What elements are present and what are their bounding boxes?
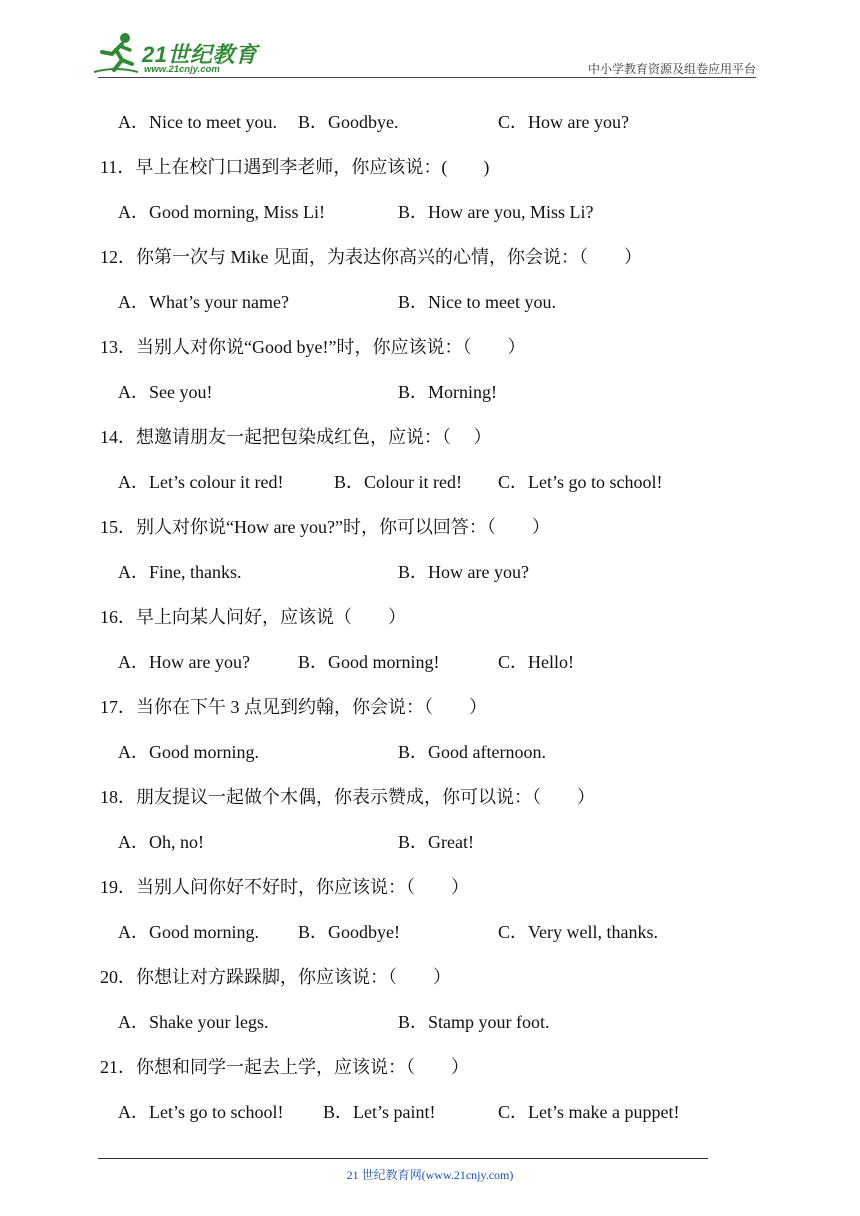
option-b: B．Nice to meet you. <box>398 292 556 312</box>
option-a: A．See you! <box>118 382 213 402</box>
option-a: A．Good morning. <box>118 922 259 942</box>
option-a: A．Oh, no! <box>118 832 204 852</box>
option-b: B．Let’s paint! <box>323 1102 436 1122</box>
option-b: B．Good afternoon. <box>398 742 546 762</box>
runner-logo-icon <box>92 30 140 76</box>
option-b: B．Goodbye. <box>298 112 399 132</box>
option-a: A．Good morning. <box>118 742 259 762</box>
option-b: B．Colour it red! <box>334 472 462 492</box>
question-12: 12．你第一次与 Mike 见面，为表达你高兴的心情，你会说：（ ） <box>100 247 642 267</box>
option-b: B．How are you, Miss Li? <box>398 202 594 222</box>
option-b: B．Great! <box>398 832 474 852</box>
question-11: 11．早上在校门口遇到李老师，你应该说：( ) <box>100 157 490 177</box>
option-a: A．Nice to meet you. <box>118 112 277 132</box>
option-b: B．Morning! <box>398 382 497 402</box>
option-c: C．How are you? <box>498 112 629 132</box>
option-a: A．Fine, thanks. <box>118 562 242 582</box>
option-b: B．Good morning! <box>298 652 440 672</box>
page-header <box>0 0 860 90</box>
logo-url-text: www.21cnjy.com <box>144 64 220 75</box>
footer-divider <box>98 1158 708 1159</box>
option-b: B．How are you? <box>398 562 529 582</box>
question-17: 17．当你在下午 3 点见到约翰，你会说：（ ） <box>100 697 487 717</box>
option-a: A．Good morning, Miss Li! <box>118 202 325 222</box>
question-16: 16．早上向某人问好，应该说（ ） <box>100 607 406 627</box>
question-19: 19．当别人问你好不好时，你应该说：（ ） <box>100 877 469 897</box>
option-a: A．What’s your name? <box>118 292 289 312</box>
question-20: 20．你想让对方跺跺脚，你应该说：（ ） <box>100 967 451 987</box>
option-b: B．Stamp your foot. <box>398 1012 550 1032</box>
platform-name: 中小学教育资源及组卷应用平台 <box>587 62 756 76</box>
option-a: A．Let’s go to school! <box>118 1102 284 1122</box>
option-b: B．Goodbye! <box>298 922 400 942</box>
question-21: 21．你想和同学一起去上学，应该说：（ ） <box>100 1057 469 1077</box>
site-logo[interactable] <box>92 30 272 80</box>
option-c: C．Let’s go to school! <box>498 472 663 492</box>
option-a: A．Let’s colour it red! <box>118 472 284 492</box>
question-14: 14．想邀请朋友一起把包染成红色，应说：（ ） <box>100 427 492 447</box>
logo-brand-text: 21世纪教育 <box>142 42 258 67</box>
option-a: A．How are you? <box>118 652 250 672</box>
question-13: 13．当别人对你说“Good bye!”时，你应该说：（ ） <box>100 337 526 357</box>
option-c: C．Hello! <box>498 652 574 672</box>
question-18: 18．朋友提议一起做个木偶，你表示赞成，你可以说：（ ） <box>100 787 595 807</box>
option-c: C．Let’s make a puppet! <box>498 1102 680 1122</box>
footer-link[interactable]: 21 世纪教育网(www.21cnjy.com) <box>346 1168 514 1182</box>
option-a: A．Shake your legs. <box>118 1012 269 1032</box>
option-c: C．Very well, thanks. <box>498 922 658 942</box>
question-15: 15．别人对你说“How are you?”时，你可以回答：（ ） <box>100 517 550 537</box>
header-divider <box>98 77 756 78</box>
